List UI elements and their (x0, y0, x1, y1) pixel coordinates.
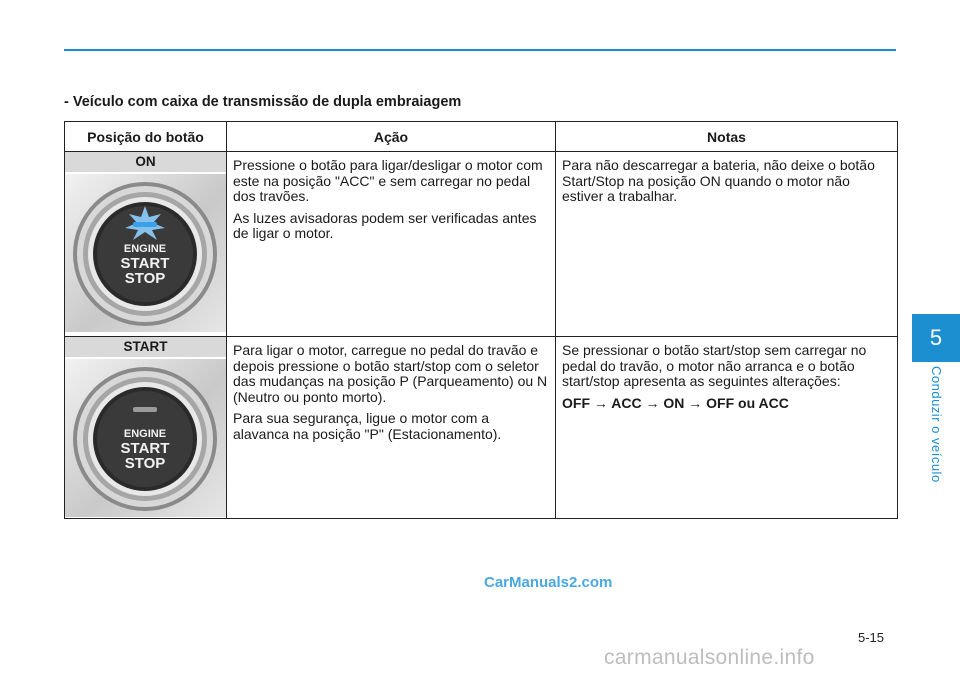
chapter-number-tab[interactable]: 5 (912, 314, 960, 362)
header-position: Posição do botão (65, 122, 227, 152)
button-text-stop: STOP (124, 455, 166, 472)
notes-cell (556, 337, 898, 519)
action-text: Pressione o botão para ligar/desligar o motor com este na posição "ACC" e sem carregar no pedal dos travões. (233, 157, 543, 204)
notes-cell (556, 152, 898, 337)
notes-text: Para não descarregar a bateria, não deixe o botão Start/Stop na posição ON quando o motor não estiver a trabalhar. (562, 157, 875, 204)
section-title: - Veículo com caixa de transmissão de dupla embraiagem (64, 94, 462, 110)
engine-start-stop-button-icon (65, 359, 226, 517)
action-text: Para sua segurança, ligue o motor com a alavanca na posição "P" (Estacionamento). (233, 410, 502, 442)
position-label: START (65, 337, 226, 357)
position-cell (65, 152, 227, 337)
position-label: ON (65, 152, 226, 172)
watermark: CarManuals2.com (484, 574, 613, 591)
notes-sequence: OFF → ACC → ON → OFF ou ACC (562, 394, 789, 411)
header-action: Ação (227, 122, 556, 152)
top-rule (64, 49, 896, 51)
action-cell (227, 152, 556, 337)
footer-site-watermark: carmanualsonline.info (604, 646, 815, 669)
action-text: As luzes avisadoras podem ser verificadas antes de ligar o motor. (233, 209, 537, 241)
button-text-engine: ENGINE (123, 243, 167, 255)
action-text: Para ligar o motor, carregue no pedal do travão e depois pressione o botão start/stop com o seletor das mudanças na posição P (Parqueamento) ou N (Neutro ou ponto morto). (233, 342, 548, 405)
button-text-start: START (120, 440, 170, 457)
page-number: 5-15 (858, 630, 885, 645)
engine-start-stop-button-lit-icon (65, 174, 226, 332)
button-text-start: START (120, 255, 170, 272)
header-notes: Notas (556, 122, 898, 152)
notes-text: Se pressionar o botão start/stop sem carregar no pedal do travão, o motor não arranca e o botão start/stop apresenta as seguintes alterações: (562, 342, 867, 389)
table-row (65, 152, 898, 337)
chapter-title: Conduzir o veículo (929, 366, 944, 483)
position-cell (65, 337, 227, 519)
button-position-table (64, 121, 898, 519)
button-text-engine: ENGINE (123, 428, 167, 440)
table-row (65, 337, 898, 519)
action-cell (227, 337, 556, 519)
button-text-stop: STOP (124, 270, 166, 287)
table-header-row (65, 122, 898, 152)
